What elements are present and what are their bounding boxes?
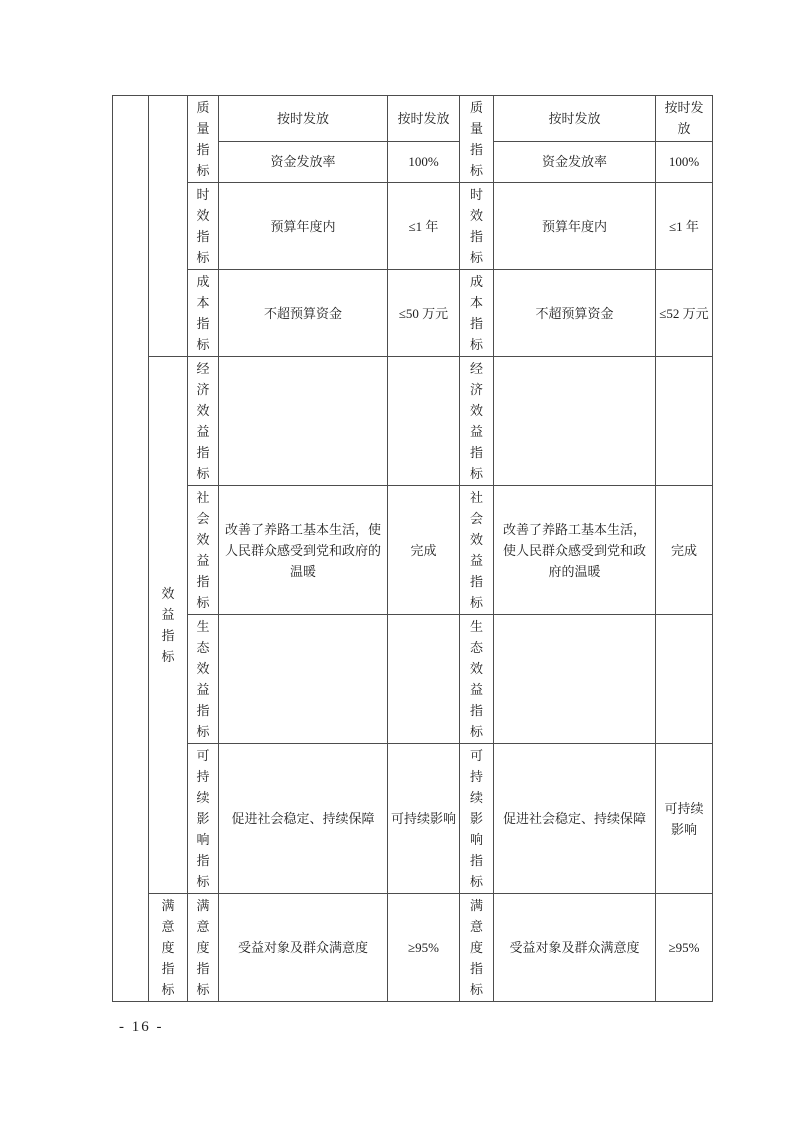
cost-name-left: 不超预算资金 xyxy=(219,270,388,357)
cost-value-left: ≤50 万元 xyxy=(388,270,460,357)
economic-value-right xyxy=(656,357,713,486)
cost-label-left: 成本指标 xyxy=(196,274,210,352)
economic-label-cell-right xyxy=(460,357,494,486)
quality-label-right: 质量指标 xyxy=(469,100,483,178)
row-quality-1 xyxy=(113,96,713,142)
quality-row2-value-left: 100% xyxy=(388,141,460,182)
sustainability-name-left: 促进社会稳定、持续保障 xyxy=(219,744,388,894)
social-label-right: 社会效益指标 xyxy=(469,490,483,610)
satisfaction-label-cell-left xyxy=(188,894,219,1002)
row-timeliness xyxy=(113,183,713,270)
satisfaction-label-left: 满意度指标 xyxy=(196,898,210,997)
benefit-group-label-cell xyxy=(149,357,188,894)
timeliness-value-right: ≤1 年 xyxy=(656,183,713,270)
row-economic xyxy=(113,357,713,486)
ecological-value-left xyxy=(388,615,460,744)
ecological-name-right xyxy=(494,615,656,744)
social-label-cell-left xyxy=(188,486,219,615)
quality-row2-name-right: 资金发放率 xyxy=(494,141,656,182)
ecological-label-cell-right xyxy=(460,615,494,744)
social-name-left: 改善了养路工基本生活，使人民群众感受到党和政府的温暖 xyxy=(219,486,388,615)
social-label-cell-right xyxy=(460,486,494,615)
economic-label-left: 经济效益指标 xyxy=(196,361,210,481)
cost-label-cell-left xyxy=(188,270,219,357)
ecological-value-right xyxy=(656,615,713,744)
group-top-empty-cell-left xyxy=(149,96,188,357)
quality-label-cell-right xyxy=(460,96,494,183)
social-value-right: 完成 xyxy=(656,486,713,615)
row-satisfaction xyxy=(113,894,713,1002)
cost-label-right: 成本指标 xyxy=(469,274,483,352)
timeliness-label-cell-left xyxy=(188,183,219,270)
satisfaction-label-cell-right xyxy=(460,894,494,1002)
social-name-right: 改善了养路工基本生活，使人民群众感受到党和政府的温暖 xyxy=(494,486,656,615)
satisfaction-value-left: ≥95% xyxy=(388,894,460,1002)
spacer-column-cell xyxy=(113,96,149,1002)
economic-name-left xyxy=(219,357,388,486)
satisfaction-group-label-cell xyxy=(149,894,188,1002)
sustainability-value-left: 可持续影响 xyxy=(388,744,460,894)
economic-label-cell-left xyxy=(188,357,219,486)
quality-row1-name-left: 按时发放 xyxy=(219,96,388,142)
timeliness-label-right: 时效指标 xyxy=(469,187,483,265)
quality-row1-value-right: 按时发放 xyxy=(656,96,713,142)
timeliness-name-right: 预算年度内 xyxy=(494,183,656,270)
satisfaction-label-right: 满意度指标 xyxy=(469,898,483,997)
satisfaction-name-right: 受益对象及群众满意度 xyxy=(494,894,656,1002)
sustainability-name-right: 促进社会稳定、持续保障 xyxy=(494,744,656,894)
satisfaction-group-label: 满意度指标 xyxy=(161,898,175,997)
row-ecological xyxy=(113,615,713,744)
row-social xyxy=(113,486,713,615)
cost-value-right: ≤52 万元 xyxy=(656,270,713,357)
economic-label-right: 经济效益指标 xyxy=(469,361,483,481)
satisfaction-value-right: ≥95% xyxy=(656,894,713,1002)
cost-name-right: 不超预算资金 xyxy=(494,270,656,357)
timeliness-value-left: ≤1 年 xyxy=(388,183,460,270)
row-cost xyxy=(113,270,713,357)
timeliness-label-left: 时效指标 xyxy=(196,187,210,265)
performance-indicator-table xyxy=(112,95,713,1002)
page-number: - 16 - xyxy=(119,1019,164,1035)
economic-name-right xyxy=(494,357,656,486)
ecological-name-left xyxy=(219,615,388,744)
sustainability-label-right: 可持续影响指标 xyxy=(469,748,483,889)
quality-label-left: 质量指标 xyxy=(196,100,210,178)
social-value-left: 完成 xyxy=(388,486,460,615)
sustainability-label-left: 可持续影响指标 xyxy=(196,748,210,889)
economic-value-left xyxy=(388,357,460,486)
row-sustainability xyxy=(113,744,713,894)
sustainability-value-right: 可持续影响 xyxy=(656,744,713,894)
social-label-left: 社会效益指标 xyxy=(196,490,210,610)
ecological-label-cell-left xyxy=(188,615,219,744)
sustainability-label-cell-right xyxy=(460,744,494,894)
satisfaction-name-left: 受益对象及群众满意度 xyxy=(219,894,388,1002)
quality-row1-name-right: 按时发放 xyxy=(494,96,656,142)
ecological-label-right: 生态效益指标 xyxy=(469,619,483,739)
ecological-label-left: 生态效益指标 xyxy=(196,619,210,739)
timeliness-name-left: 预算年度内 xyxy=(219,183,388,270)
benefit-group-label: 效益指标 xyxy=(161,586,175,664)
quality-row2-value-right: 100% xyxy=(656,141,713,182)
quality-row2-name-left: 资金发放率 xyxy=(219,141,388,182)
quality-row1-value-left: 按时发放 xyxy=(388,96,460,142)
quality-label-cell-left xyxy=(188,96,219,183)
sustainability-label-cell-left xyxy=(188,744,219,894)
cost-label-cell-right xyxy=(460,270,494,357)
timeliness-label-cell-right xyxy=(460,183,494,270)
